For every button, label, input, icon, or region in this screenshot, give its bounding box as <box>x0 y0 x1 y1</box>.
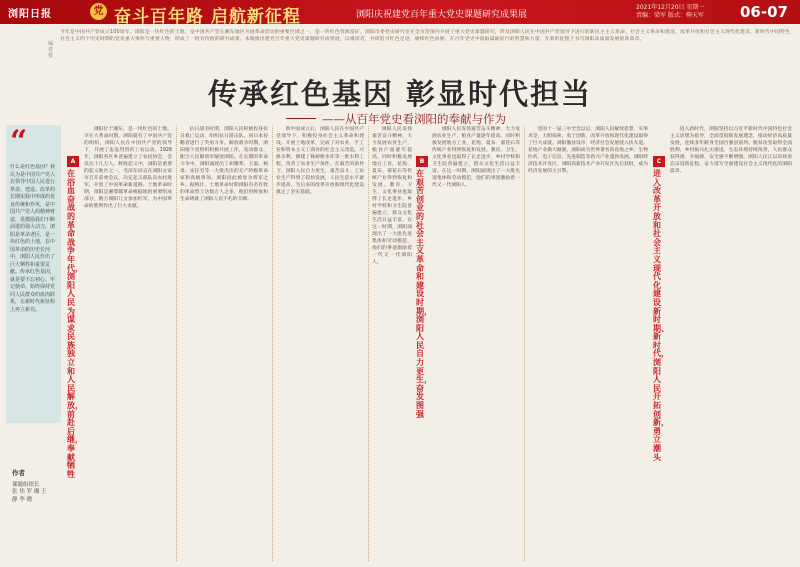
editor-credit-line: 责编：梁军 版式：柳天军 <box>636 12 704 19</box>
page-number: 06-07 <box>740 3 788 21</box>
column-text: 浏阳人民发扬艰苦奋斗精神，大力发展农业生产，粮食产量逐年提高。同时积极发展地方工业，花炮、夏布、菊花石等传统产业得到恢复和发展。教育、卫生、文化事业也取得了长足进步，乡村学校和卫生院普遍建立，群众文化生活日益丰富。在这一时期，浏阳涌现出了一大批先进集体和劳动模范，他们的事迹激励着一代又一代浏阳人。 <box>372 127 412 265</box>
section-b-title: 在艰苦创业的社会主义革命和建设时期，浏阳人民自力更生，奋发图强 <box>416 169 432 419</box>
article-column-2 <box>180 126 268 561</box>
subheadline-rule <box>286 118 316 119</box>
masthead-banner <box>0 0 800 27</box>
banner-subtitle: 浏阳庆祝建党百年重大党史课题研究成果展 <box>356 10 528 20</box>
author-block <box>12 470 52 504</box>
article-column-4 <box>372 126 412 561</box>
main-headline: 传承红色基因 彰显时代担当 <box>207 77 593 111</box>
column-divider <box>176 126 177 561</box>
issue-date-line: 2021年12月20日 星期一 <box>636 4 705 11</box>
column-divider <box>524 126 525 561</box>
column-text: 党的十一届三中全会以后，浏阳人民解放思想、实事求是，大胆探索，勇于创新，改革开放和现代化建设取得了巨大成就。浏阳撤县设市，经济社会发展驶入快车道。花炮产业做大做强，浏阳成为世界著名的花炮之乡；生物医药、电子信息、先进制造等新兴产业蓬勃发展。浏阳经济技术开发区、浏阳高新技术产业开发区先后获批，成为经济发展的主引擎。 <box>528 127 648 174</box>
article-column-7 <box>670 126 792 561</box>
column-divider <box>368 126 369 561</box>
section-a-title: 在浴血奋战的革命战争年代，浏阳人民为谋求民族独立和人民解放，前赴后继，奉献牺牲 <box>67 169 83 479</box>
author-label: 作者 <box>12 469 25 477</box>
party-emblem-icon: 党 <box>90 3 107 20</box>
subheadline: ——从百年党史看浏阳的奉献与作为 <box>322 112 506 126</box>
newspaper-logo: 浏阳日报 <box>8 9 52 20</box>
column-text: 新中国成立后，浏阳人民在中国共产党领导下，积极投身社会主义革命和建设。开展土地改革，完成了对农业、手工业和资本主义工商业的社会主义改造。兴修水利，修建了株树桥水库等一批水利工程，改善了农业生产条件。在艰苦的条件下，浏阳人民自力更生，艰苦奋斗，工农业生产得到了较快发展，人民生活水平逐步提高，为后来的改革开放和现代化建设奠定了坚实基础。 <box>276 127 364 195</box>
column-divider <box>272 126 273 561</box>
column-text: 进入新时代，浏阳坚持以习近平新时代中国特色社会主义思想为指导，全面贯彻新发展理念，推动经济高质量发展，连续多年跻身全国百强县前列。脱贫攻坚取得全面胜利，乡村振兴扎实推进，生态环境持续改善，人民群众获得感、幸福感、安全感不断增强。浏阳人民正以昂扬姿态奋进新征程，奋力谱写全面建设社会主义现代化的浏阳篇章。 <box>670 127 792 174</box>
editor-note-label: 编者按 <box>48 41 54 59</box>
quote-mark-icon: “ <box>10 124 28 159</box>
editor-note: 今年是中国共产党成立100周年。浏阳是一块红色的土地，是中国共产党在湘东地区开展革命活动的重要区域之一，是一块红色资源富矿。浏阳市委党史研究室在全市范围内开展了重大党史课题研究，涉及浏阳人民在中国共产党领导下进行的新民主主义革命、社会主义革命和建设、改革开放和社会主义现代化建设、新时代中国特色社会主义四个历史时期的党史重大事件与重要人物，形成了一批有价值的研究成果。本版推出建党百年重大党史课题研究成果展，以飨读者，共同追寻红色足迹，赓续红色血脉，在百年党史中汲取砥砺前行的智慧和力量，在新的征程上书写浏阳高质量发展的新篇章。 <box>60 30 790 42</box>
issue-date <box>636 4 704 20</box>
column-text: 浏阳位于湘东，是一块红色的土地。早在大革命时期，浏阳就有了中国共产党的组织，浏阳人民在中国共产党的领导下，开展了轰轰烈烈的工农运动。1926年，浏阳各区乡普遍建立了农民协会，会员达十几万人。秋收起义中，浏阳是重要的起义地区之一，毛泽东同志在浏阳文家市召开前委会议，决定起义部队向农村进军，开创了中国革命新道路。土地革命时期，浏阳是湘鄂赣革命根据地的重要组成部分，数万浏阳儿女参加红军，为中国革命的胜利作出了巨大贡献。 <box>84 127 172 209</box>
article-column-5 <box>432 126 520 561</box>
author-names: 张 伟 罗 湘 王 静 李 晓 <box>12 489 47 503</box>
banner-slogan: 奋斗百年路 启航新征程 <box>114 7 301 27</box>
column-text: 浏阳人民发扬艰苦奋斗精神，大力发展农业生产，粮食产量逐年提高。同时积极发展地方工业，花炮、夏布、菊花石等传统产业得到恢复和发展。教育、卫生、文化事业也取得了长足进步，乡村学校和卫生院普遍建立，群众文化生活日益丰富。在这一时期，浏阳涌现出了一大批先进集体和劳动模范，他们的事迹激励着一代又一代浏阳人。 <box>432 127 520 188</box>
column-text: 抗日战争时期，浏阳人民积极投身抗日救亡运动，组织抗日游击队，同日本侵略者进行了英勇斗争。解放战争时期，浏阳地下党组织积极开展工作，发动群众，配合人民解放军解放浏阳。在长期的革命斗争中，浏阳涌现出了胡耀邦、王震、杨勇、宋任穷等一大批杰出的无产阶级革命家和高级将领，浏阳因此被誉为将军之乡。据统计，土地革命时期浏阳有名有姓的革命烈士达数万人之多，他们用鲜血和生命铸就了浏阳人民不朽的丰碑。 <box>180 127 268 202</box>
section-b-tag: B <box>416 156 428 167</box>
article-column-1 <box>84 126 172 561</box>
section-c-tag: C <box>653 156 665 167</box>
author-role: 课题组组长 <box>12 481 40 488</box>
section-c-title: 进入改革开放和社会主义现代化建设新时期、新时代，浏阳人民开拓创新，勇立潮头 <box>653 169 669 462</box>
sidebar-quote-text: 什么是红色基因？我认为是中国共产党人在领导中国人民进行革命、建设、改革的长期实践中形成的优良传统和作风，是中国共产党人的精神财富，是激励我们不断前进的强大动力。浏阳是革命老区，是一块红色的土地，在中国革命的历史长河中，浏阳人民作出了巨大牺牲和重要贡献。传承红色基因，就是要不忘初心、牢记使命，始终保持党同人民群众的血肉联系，在新时代新征程上再立新功。 <box>10 164 56 313</box>
article-column-3 <box>276 126 364 561</box>
article-column-6 <box>528 126 648 561</box>
section-a-tag: A <box>67 156 79 167</box>
